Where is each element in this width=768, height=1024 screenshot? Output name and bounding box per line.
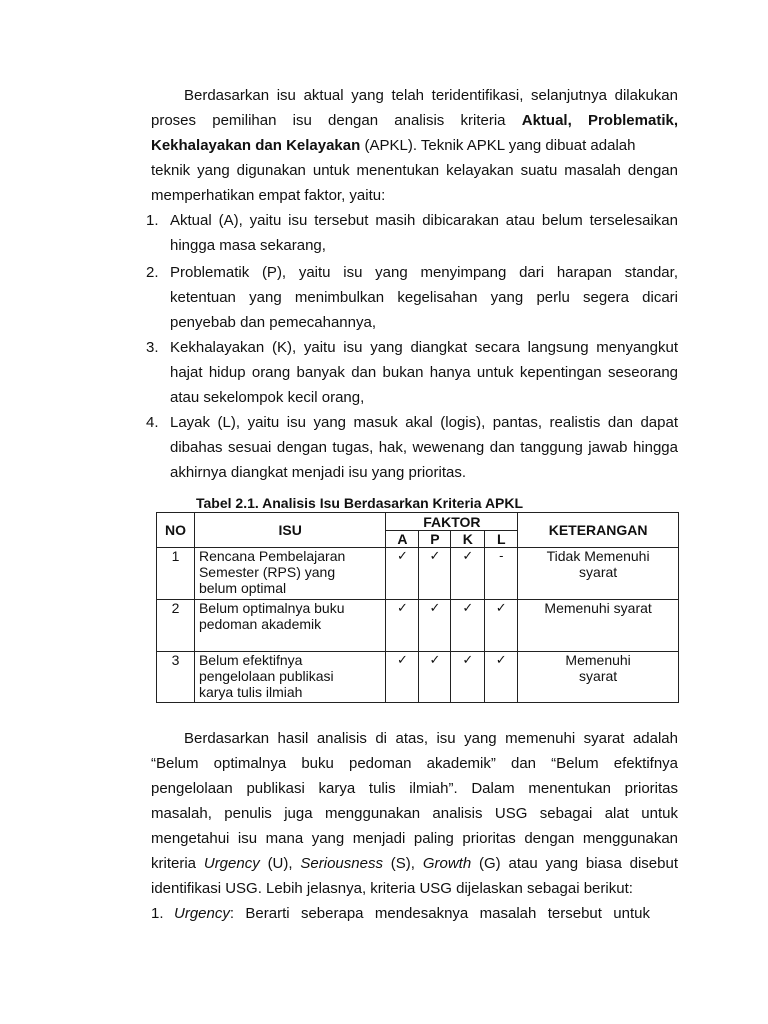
mark-a: ✓ xyxy=(386,652,419,703)
conclusion-usg-line xyxy=(151,855,678,873)
isu-line: belum optimal xyxy=(198,580,287,596)
factor-line: ketentuan yang menimbulkan kegelisahan yang perlu segera dicari xyxy=(170,289,678,306)
factor-line: hajat hidup orang banyak dan bukan hanya untuk kepentingan seseorang xyxy=(170,364,678,381)
row-no: 2 xyxy=(157,600,195,652)
factor-number: 4. xyxy=(146,414,159,431)
usg-term-urgency: Urgency xyxy=(203,855,260,872)
apkl-table xyxy=(156,512,679,703)
mark-a: ✓ xyxy=(386,548,419,600)
factor-number: 1. xyxy=(146,212,159,229)
factor-line: Layak (L), yaitu isu yang masuk akal (logis), pantas, realistis dan dapat xyxy=(170,414,678,431)
header-factor-l: L xyxy=(485,531,518,548)
mark-l: ✓ xyxy=(485,600,518,652)
keterangan-line: Memenuhi xyxy=(565,652,631,668)
factor-line: Kekhalayakan (K), yaitu isu yang diangkat secara langsung menyangkut xyxy=(170,339,678,356)
intro-line-3 xyxy=(151,137,678,155)
row-keterangan xyxy=(518,652,679,703)
table-row xyxy=(157,600,679,652)
intro-line-5: memperhatikan empat faktor, yaitu: xyxy=(151,187,386,204)
factor-line: akhirnya diangkat menjadi isu yang prioritas. xyxy=(170,464,466,481)
header-isu: ISU xyxy=(194,513,386,548)
factor-line: dibahas sesuai dengan tugas, hak, wewenang dan tanggung jawab hingga xyxy=(170,439,678,456)
conclusion-line-1: Berdasarkan hasil analisis di atas, isu yang memenuhi syarat adalah xyxy=(184,730,678,747)
usg-term-growth: Growth xyxy=(422,855,472,872)
keterangan-line: Tidak Memenuhi xyxy=(546,548,650,564)
factor-number: 3. xyxy=(146,339,159,356)
usg-item-number: 1. xyxy=(151,905,164,922)
mark-k: ✓ xyxy=(451,548,485,600)
usg-abbr-u: (U), xyxy=(259,855,301,872)
row-keterangan xyxy=(518,548,679,600)
usg-item-line xyxy=(174,905,650,923)
intro-line-1: Berdasarkan isu aktual yang telah teridentifikasi, selanjutnya dilakukan xyxy=(184,87,678,104)
header-factor-k: K xyxy=(451,531,485,548)
table-row xyxy=(157,652,679,703)
row-isu xyxy=(194,600,386,652)
factor-line: atau sekelompok kecil orang, xyxy=(170,389,365,406)
isu-line: Semester (RPS) yang xyxy=(198,564,336,580)
keterangan-line: syarat xyxy=(579,668,618,684)
header-faktor: FAKTOR xyxy=(386,513,518,531)
header-no: NO xyxy=(157,513,195,548)
mark-p: ✓ xyxy=(419,600,451,652)
row-keterangan xyxy=(518,600,679,652)
mark-k: ✓ xyxy=(451,600,485,652)
intro-line-3-text: (APKL). Teknik APKL yang dibuat adalah xyxy=(364,137,636,154)
mark-a: ✓ xyxy=(386,600,419,652)
conclusion-line-5: mengetahui isu mana yang menjadi paling prioritas dengan menggunakan xyxy=(151,830,678,847)
usg-prefix: kriteria xyxy=(151,855,204,872)
row-isu xyxy=(194,548,386,600)
isu-line: pengelolaan publikasi xyxy=(198,668,334,684)
header-keterangan: KETERANGAN xyxy=(518,513,679,548)
isu-line: Rencana Pembelajaran xyxy=(198,548,346,564)
isu-line: karya tulis ilmiah xyxy=(198,684,303,700)
row-no: 1 xyxy=(157,548,195,600)
usg-item-text: : Berarti seberapa mendesaknya masalah tersebut untuk xyxy=(229,905,650,922)
header-factor-p: P xyxy=(419,531,451,548)
header-factor-a: A xyxy=(386,531,419,548)
intro-line-4: teknik yang digunakan untuk menentukan kelayakan suatu masalah dengan xyxy=(151,162,678,179)
conclusion-line-2: “Belum optimalnya buku pedoman akademik” dan “Belum efektifnya xyxy=(151,755,678,772)
mark-l: - xyxy=(485,548,518,600)
mark-l: ✓ xyxy=(485,652,518,703)
conclusion-line-7: identifikasi USG. Lebih jelasnya, kriteria USG dijelaskan sebagai berikut: xyxy=(151,880,633,897)
isu-line: Belum optimalnya buku xyxy=(198,600,345,616)
conclusion-line-4: masalah, penulis juga menggunakan analisis USG sebagai alat untuk xyxy=(151,805,678,822)
keterangan-line: Memenuhi syarat xyxy=(544,600,652,616)
factor-line: hingga masa sekarang, xyxy=(170,237,326,254)
isu-line: Belum efektifnya xyxy=(198,652,303,668)
table-row xyxy=(157,548,679,600)
conclusion-line-3: pengelolaan publikasi karya tulis ilmiah”. Dalam menentukan prioritas xyxy=(151,780,678,797)
mark-p: ✓ xyxy=(419,652,451,703)
usg-abbr-s: (S), xyxy=(382,855,423,872)
usg-term-seriousness: Seriousness xyxy=(300,855,383,872)
intro-bold-criteria-2: Kekhalayakan dan Kelayakan xyxy=(151,137,361,154)
isu-line: pedoman akademik xyxy=(198,616,322,632)
factor-line: Problematik (P), yaitu isu yang menyimpang dari harapan standar, xyxy=(170,264,678,281)
row-isu xyxy=(194,652,386,703)
intro-line-2-text: proses pemilihan isu dengan analisis kriteria xyxy=(151,112,506,129)
factor-number: 2. xyxy=(146,264,159,281)
intro-bold-criteria: Aktual, Problematik, xyxy=(521,112,678,129)
intro-line-2 xyxy=(151,112,678,130)
factor-line: penyebab dan pemecahannya, xyxy=(170,314,377,331)
table-caption: Tabel 2.1. Analisis Isu Berdasarkan Kriteria APKL xyxy=(196,495,524,511)
mark-k: ✓ xyxy=(451,652,485,703)
usg-item-term: Urgency xyxy=(174,905,230,922)
row-no: 3 xyxy=(157,652,195,703)
keterangan-line: syarat xyxy=(579,564,618,580)
usg-suffix: (G) atau yang biasa disebut xyxy=(471,855,678,872)
factor-line: Aktual (A), yaitu isu tersebut masih dibicarakan atau belum terselesaikan xyxy=(170,212,678,229)
mark-p: ✓ xyxy=(419,548,451,600)
